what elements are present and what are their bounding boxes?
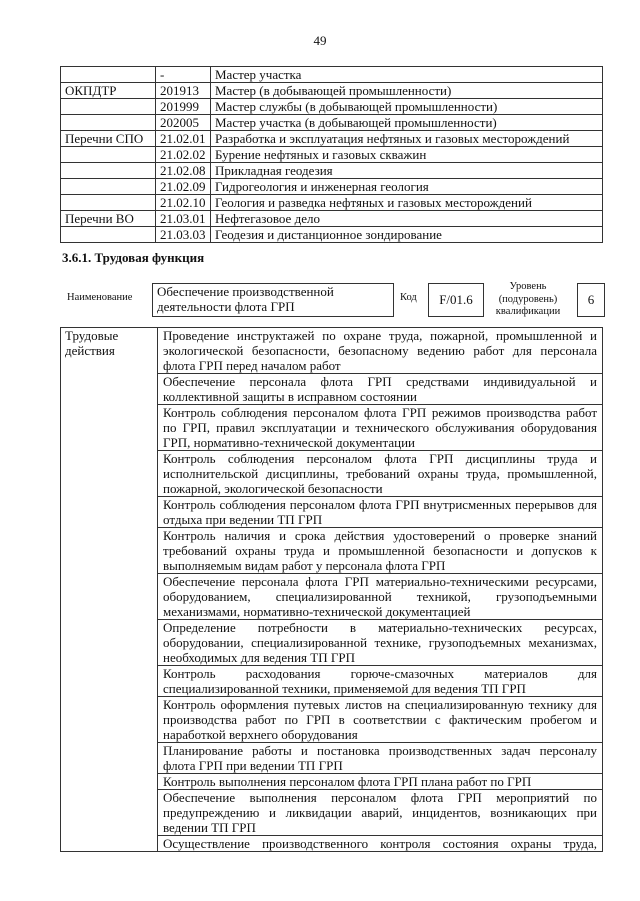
- group-cell: [61, 163, 156, 179]
- labor-action-item: Контроль соблюдения персоналом флота ГРП режимов производства работ по ГРП, правил эксплуатации и технического обслуживания оборудования ГРП, нормативно-технической документации: [158, 405, 603, 451]
- name-cell: Гидрогеология и инженерная геология: [211, 179, 603, 195]
- table-row: [61, 83, 603, 99]
- table-row: [61, 211, 603, 227]
- group-cell: [61, 99, 156, 115]
- labor-action-item: Контроль наличия и срока действия удостоверений о проверке знаний требований охраны труда и промышленной безопасности и допусков к выполняемым видам работ у персонала флота ГРП: [158, 528, 603, 574]
- level-label: Уровень (подуровень) квалификации: [495, 281, 561, 317]
- group-cell: Перечни СПО: [61, 131, 156, 147]
- qualifications-table: [60, 66, 603, 243]
- group-cell: [61, 195, 156, 211]
- code-cell: 21.02.02: [156, 147, 211, 163]
- code-cell: 202005: [156, 115, 211, 131]
- section-heading: 3.6.1. Трудовая функция: [62, 250, 205, 265]
- labor-action-item: Обеспечение выполнения персоналом флота ГРП мероприятий по предупреждению и ликвидации аварий, инцидентов, возникающих при ведении ТП ГРП: [158, 790, 603, 836]
- table-row: [61, 227, 603, 243]
- name-cell: Разработка и эксплуатация нефтяных и газовых месторождений: [211, 131, 603, 147]
- table-row: [61, 179, 603, 195]
- group-cell: Перечни ВО: [61, 211, 156, 227]
- code-cell: 21.02.10: [156, 195, 211, 211]
- name-cell: Мастер службы (в добывающей промышленности): [211, 99, 603, 115]
- table-row: [61, 195, 603, 211]
- name-cell: Мастер (в добывающей промышленности): [211, 83, 603, 99]
- labor-action-item: Осуществление производственного контроля состояния охраны труда,: [158, 836, 603, 852]
- table-row: [61, 115, 603, 131]
- group-cell: [61, 147, 156, 163]
- group-cell: ОКПДТР: [61, 83, 156, 99]
- function-name-box: Обеспечение производственной деятельности флота ГРП: [152, 283, 394, 317]
- code-cell: 21.02.09: [156, 179, 211, 195]
- labor-action-item: Планирование работы и постановка производственных задач персоналу флота ГРП при ведении ТП ГРП: [158, 743, 603, 774]
- labor-action-item: Определение потребности в материально-технических ресурсах, оборудовании, специализированной технике, грузоподъемных механизмах, необходимых для ведения ТП ГРП: [158, 620, 603, 666]
- code-cell: 21.02.01: [156, 131, 211, 147]
- code-label: Код: [400, 292, 417, 303]
- name-cell: Геология и разведка нефтяных и газовых месторождений: [211, 195, 603, 211]
- table-row: [61, 328, 603, 374]
- table-row: [61, 163, 603, 179]
- name-cell: Бурение нефтяных и газовых скважин: [211, 147, 603, 163]
- table-row: [61, 131, 603, 147]
- name-cell: Прикладная геодезия: [211, 163, 603, 179]
- page-number: 49: [313, 33, 327, 48]
- code-cell: 201999: [156, 99, 211, 115]
- name-label: Наименование: [67, 292, 133, 303]
- labor-actions-label: Трудовые действия: [61, 328, 158, 852]
- name-cell: Геодезия и дистанционное зондирование: [211, 227, 603, 243]
- code-cell: 21.03.03: [156, 227, 211, 243]
- qualification-level-box: 6: [577, 283, 605, 317]
- labor-action-item: Контроль расходования горюче-смазочных материалов для специализированной техники, применяемой для ведения ТП ГРП: [158, 666, 603, 697]
- code-cell: 21.03.01: [156, 211, 211, 227]
- name-cell: Мастер участка: [211, 67, 603, 83]
- labor-actions-table: [60, 327, 603, 852]
- code-cell: -: [156, 67, 211, 83]
- name-cell: Нефтегазовое дело: [211, 211, 603, 227]
- labor-action-item: Проведение инструктажей по охране труда, пожарной, промышленной и экологической безопасности, безопасному ведению работ для персонала флота ГРП перед началом работ: [158, 328, 603, 374]
- labor-action-item: Контроль выполнения персоналом флота ГРП плана работ по ГРП: [158, 774, 603, 790]
- group-cell: [61, 227, 156, 243]
- function-code-box: F/01.6: [428, 283, 484, 317]
- group-cell: [61, 67, 156, 83]
- table-row: [61, 99, 603, 115]
- table-row: [61, 67, 603, 83]
- name-cell: Мастер участка (в добывающей промышленности): [211, 115, 603, 131]
- labor-action-item: Контроль соблюдения персоналом флота ГРП внутрисменных перерывов для отдыха при ведении ТП ГРП: [158, 497, 603, 528]
- table-row: [61, 147, 603, 163]
- group-cell: [61, 179, 156, 195]
- labor-action-item: Обеспечение персонала флота ГРП средствами индивидуальной и коллективной защиты в исправном состоянии: [158, 374, 603, 405]
- labor-action-item: Контроль оформления путевых листов на специализированную технику для производства работ по ГРП в соответствии с фактическим пробегом и наработкой верхнего оборудования: [158, 697, 603, 743]
- labor-action-item: Обеспечение персонала флота ГРП материально-техническими ресурсами, оборудованием, специализированной техникой, грузоподъемными механизмами, нормативно-технической документацией: [158, 574, 603, 620]
- labor-action-item: Контроль соблюдения персоналом флота ГРП дисциплины труда и исполнительской дисциплины, требований охраны труда, промышленной, пожарной, экологической безопасности: [158, 451, 603, 497]
- group-cell: [61, 115, 156, 131]
- code-cell: 201913: [156, 83, 211, 99]
- code-cell: 21.02.08: [156, 163, 211, 179]
